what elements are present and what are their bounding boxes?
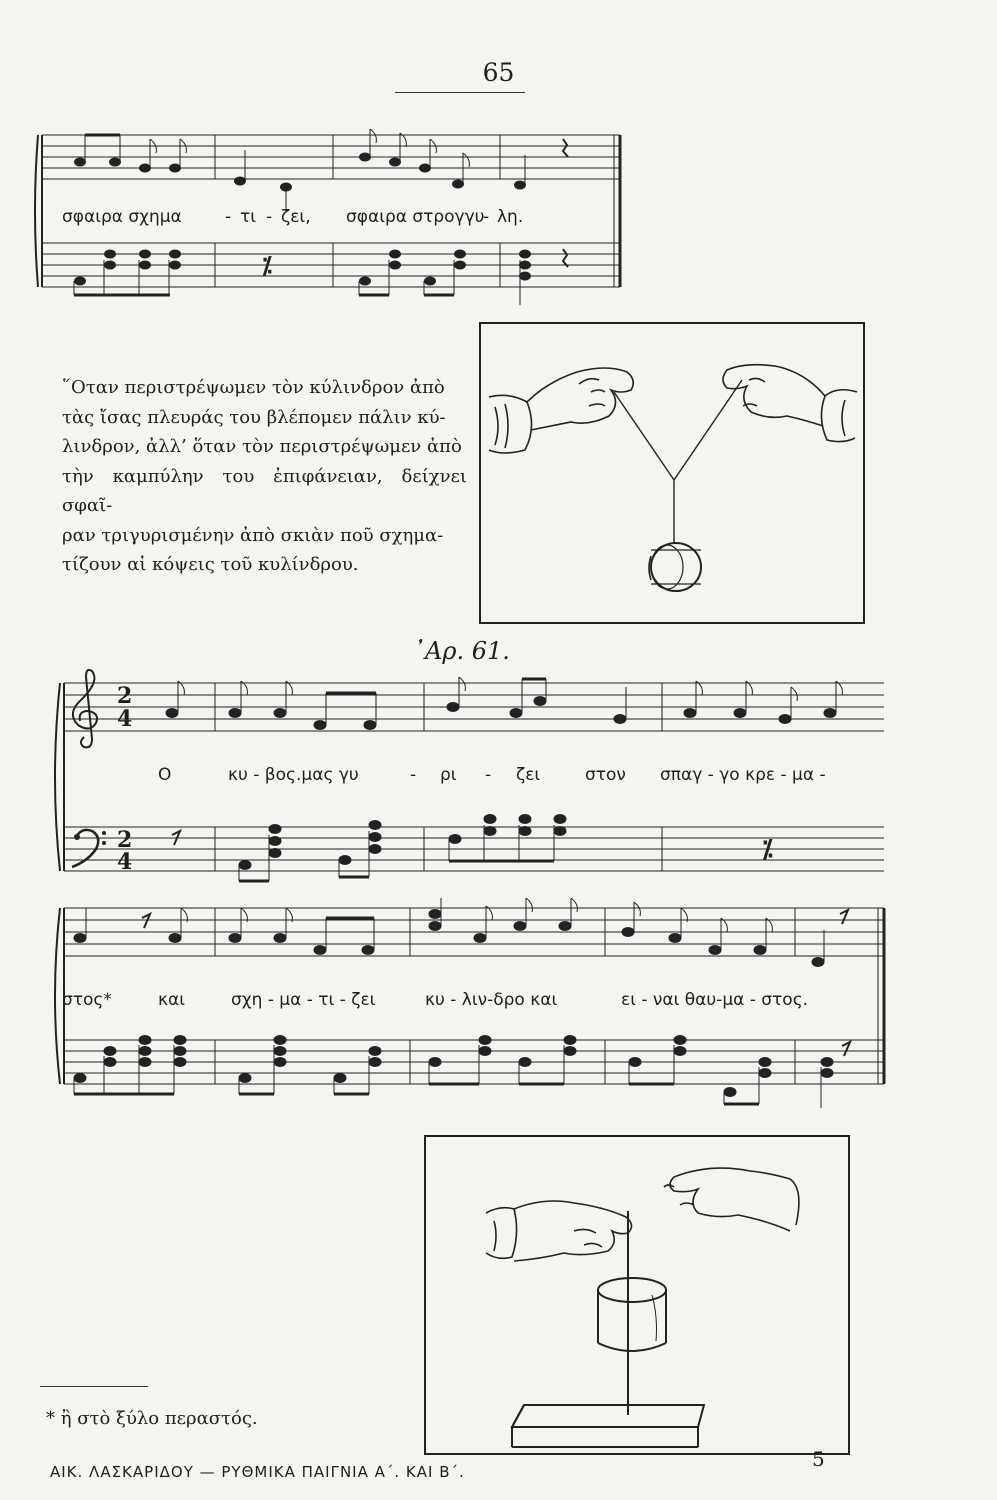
example-number: ᾿Αρ. 61. [413,637,510,665]
system-3-lyric: στος* [62,990,112,1010]
system-1-lyric: - [266,207,273,227]
system-1-lyric: - [225,207,232,227]
system-1-lyric: λη. [497,207,524,227]
signature-mark: 5 [812,1447,825,1471]
svg-text:⁒: ⁒ [262,254,272,279]
system-2-lyric: - [485,765,492,785]
system-2-lyric: στον [585,765,626,785]
system-3-lyric: ει - ναι θαυ-μα - στος. [621,990,809,1010]
prose-line: λινδρον, ἀλλ’ ὅταν τὸν περιστρέψωμεν ἀπὸ [62,436,462,457]
system-3-lyric: κυ - λιν-δρο και [425,990,558,1010]
footnote: * ἢ στὸ ξύλο περαστός. [46,1408,258,1429]
system-1-lyric: - [483,207,490,227]
svg-text:⁒: ⁒ [762,835,773,863]
system-1-lyric: τι [240,207,256,227]
prose-line: ραν τριγυρισμένην ἀπὸ σκιὰν ποῦ σχημα- [62,524,444,546]
system-2-lyric: Ο [158,765,172,785]
illustration-hands-spinning-cylinder [479,322,865,624]
prose-line: ῞Οταν περιστρέψωμεν τὸν κύλινδρον ἀπὸ [62,377,445,398]
system-3-lyric: σχη - μα - τι - ζει [231,990,376,1010]
time-signature-top: 2 [117,827,133,853]
system-1-lyric: σφαιρα σχημα [62,207,182,227]
system-2-lyric: σπαγ - γο κρε - μα - [660,765,826,785]
system-2-lyric: ζει [516,765,541,785]
system-1-lyric: σφαιρα στρογγυ [346,207,485,227]
footer-credit: ΑΙΚ. ΛΑΣΚΑΡΙΔΟΥ — ΡΥΘΜΙΚΑ ΠΑΙΓΝΙΑ Α΄. ΚΑΙ Β΄. [50,1463,465,1481]
system-2-lyric: κυ - βος.μας γυ [228,765,359,785]
footnote-rule [40,1386,148,1387]
time-signature-bottom: 4 [117,849,133,875]
prose-line: τὰς ἴσας πλευράς του βλέπομεν πάλιν κύ- [62,406,446,428]
prose-paragraph [62,373,467,580]
header-rule [395,92,525,93]
prose-line: τὴν καμπύλην του ἐπιφάνειαν, δείχνει σφαῖ- [62,465,467,516]
prose-line: τίζουν αἱ κόψεις τοῦ κυλίνδρου. [62,554,359,575]
illustration-cylinder-on-stick [424,1135,850,1455]
system-2-lyric: - [410,765,417,785]
system-2-lyric: ρι [440,765,457,785]
system-1-lyric: ζει, [281,207,311,227]
time-signature-bottom: 4 [117,706,133,732]
system-3-lyric: και [158,990,185,1010]
page-number: 65 [482,58,515,87]
time-signature-top: 2 [117,683,133,709]
